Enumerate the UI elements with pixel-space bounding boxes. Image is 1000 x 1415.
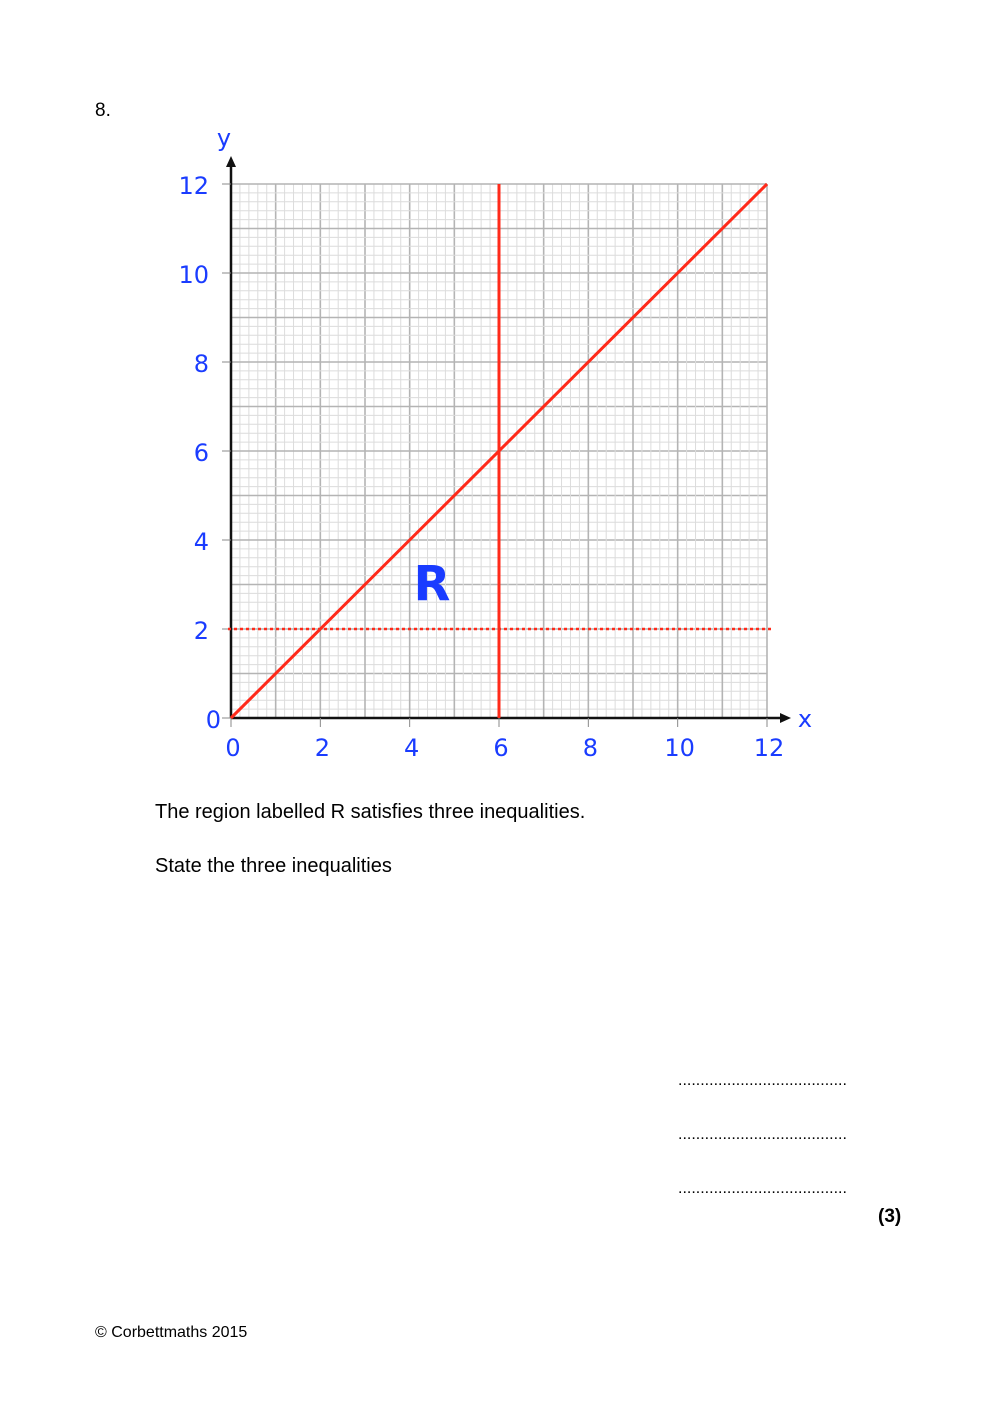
x-tick-label: 6 — [493, 734, 509, 762]
question-text: The region labelled R satisfies three inequalities. — [155, 801, 586, 823]
x-tick-label: 2 — [314, 734, 330, 762]
y-axis-label: y — [216, 124, 232, 152]
question-number: 8. — [95, 100, 111, 121]
y-tick-label: 2 — [193, 617, 209, 645]
y-tick-label: 0 — [205, 706, 221, 734]
x-tick-label: 4 — [404, 734, 420, 762]
y-tick-label: 6 — [193, 439, 209, 467]
x-axis-arrow-icon — [780, 713, 791, 723]
copyright-footer: © Corbettmaths 2015 — [95, 1324, 248, 1341]
y-tick-label: 12 — [178, 172, 209, 200]
marks-label: (3) — [878, 1206, 902, 1227]
x-axis-label: x — [797, 705, 813, 733]
y-tick-label: 4 — [193, 528, 209, 556]
y-tick-label: 8 — [193, 350, 209, 378]
x-tick-label: 12 — [753, 734, 785, 762]
x-tick-label: 10 — [664, 734, 695, 762]
answer-line-1[interactable]: ...................................... — [678, 1072, 847, 1089]
answer-line-2[interactable]: ...................................... — [678, 1126, 847, 1143]
y-tick-label: 10 — [178, 261, 209, 289]
y-axis-arrow-icon — [226, 156, 236, 167]
x-tick-label: 0 — [225, 734, 241, 762]
answer-line-3[interactable]: ...................................... — [678, 1180, 847, 1197]
question-instruction: State the three inequalities — [155, 855, 392, 877]
region-label: R — [413, 556, 451, 613]
x-tick-label: 8 — [582, 734, 598, 762]
